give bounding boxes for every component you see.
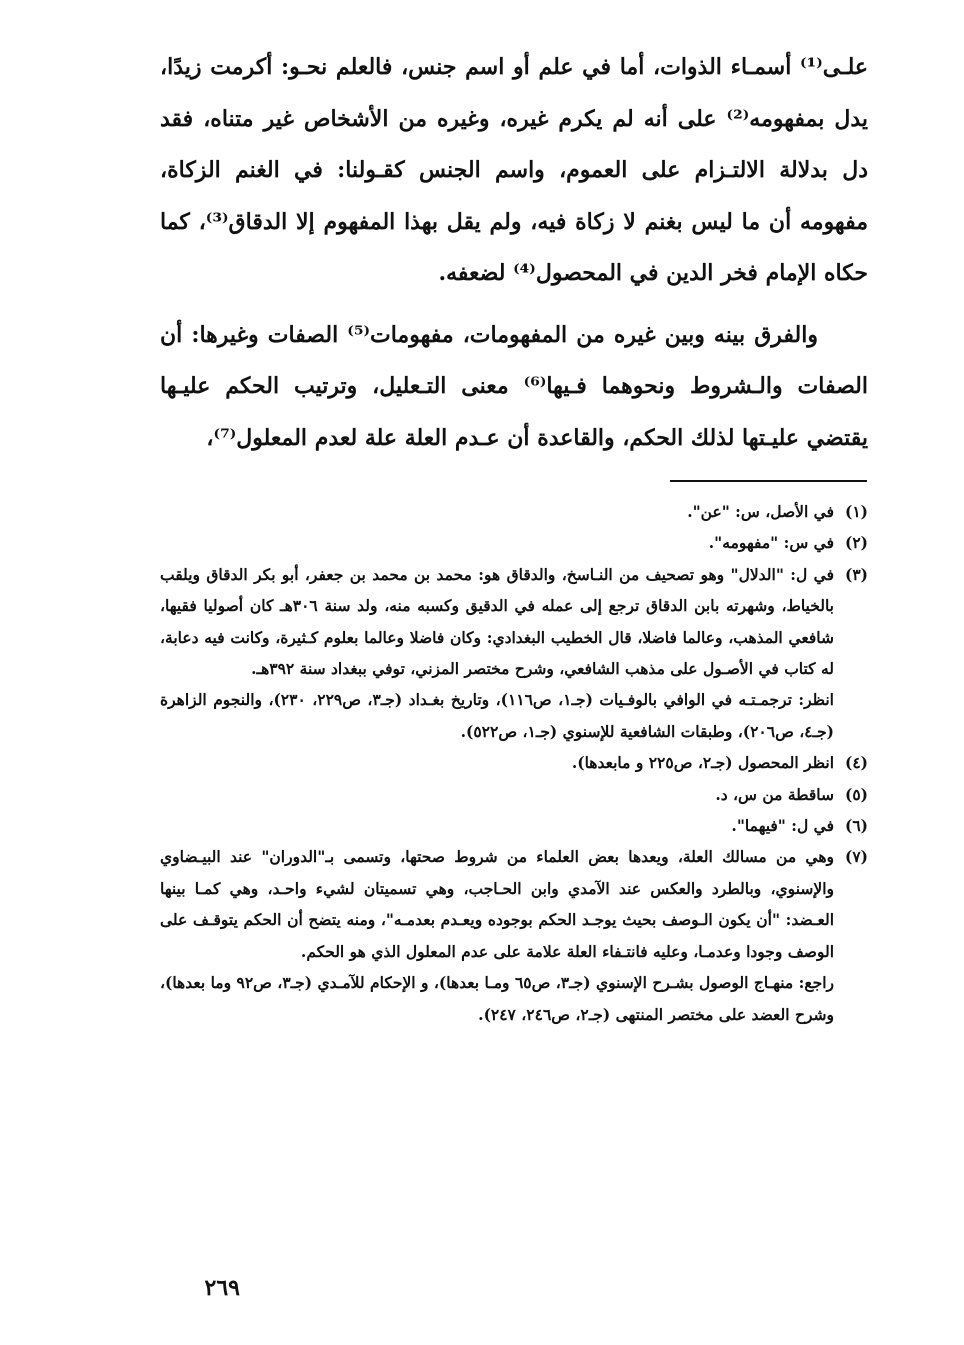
footnote-3 (160, 559, 868, 685)
footnotes-section (160, 496, 868, 1030)
footnote-number: (٢) (844, 533, 868, 553)
footnote-separator (670, 480, 867, 482)
footnote-5 (160, 779, 868, 810)
footnote-text: في ل: "فيهما". (731, 816, 834, 836)
footnote-number: (٦) (844, 816, 868, 836)
footnote-text: ساقطة من س، د. (715, 784, 834, 804)
footnote-7-references (160, 967, 868, 1030)
body-paragraph-2: والفرق بينه وبين غيره من المفهومات، مفهومات⁽⁵⁾ الصفات وغيرها: أن الصفات والـشروط ونحوهما فـيها⁽⁶⁾ معنى التـعليل، وترتيب الحكم عليـها يقتضي عليـتها لذلك الحكم، والقاعدة أن عـدم العلة علة لعدم المعلول⁽⁷⁾، (160, 321, 868, 451)
footnote-text: راجع: منهـاج الوصول بشـرح الإسنوي (جـ٣، ص٦٥ ومـا بعدها)، و الإحكام للآمـدي (جـ٣، ص٩٢ وما بعدها)، وشرح العضد على مختصر المنتهى (جـ٢، ص٢٤٦، ٢٤٧). (160, 973, 834, 1024)
footnote-number: (٧) (844, 847, 868, 867)
footnote-text: في الأصل، س: "عن". (687, 502, 834, 521)
footnote-text: انظر المحصول (جـ٢، ص٢٢٥ و مابعدها). (571, 753, 834, 773)
footnote-number: (٤) (844, 753, 868, 773)
paragraph-spacer (160, 300, 868, 310)
footnote-text: انظر: ترجمـتـه في الوافي بالوفـيات (جـ١، ص١١٦)، وتاريخ بغـداد (جـ٣، ص٢٢٩، ٢٣٠)، والنجوم الزاهرة (جـ٤، ص٢٠٦)، وطبقات الشافعية للإسنوي (جـ١، ص٥٢٢). (160, 690, 834, 741)
footnote-3-references (160, 684, 868, 747)
footnote-7 (160, 841, 868, 967)
footnote-number: (٣) (844, 564, 868, 584)
page-number: ٢٦٩ (204, 1275, 240, 1301)
footnote-text: في س: "مفهومه". (708, 533, 834, 553)
footnote-number: (١) (844, 502, 868, 521)
footnote-text: وهي من مسالك العلة، ويعدها بعض العلماء من شروط صحتها، وتسمى بـ"الدوران" عند البيـضاوي والإسنوي، وبالطرد والعكس عند الآمدي وابن الحـاجب، وهي تسميتان لشيء واحـد، وهي كمـا بينها العـضد: "أن يكون الـوصف بحيث يوجـد الحكم بوجوده ويعـدم بعدمـه"، ومنه يتضح أن الحكم يتوقـف على الوصف وجودا وعدمـا، وعليه فانتـفاء العلة علامة على عدم المعلول الذي هو الحكم. (160, 847, 834, 961)
footnote-1 (160, 496, 868, 527)
footnote-6 (160, 810, 868, 841)
main-body-text (160, 42, 868, 464)
footnote-text: في ل: "الدلال" وهو تصحيف من النـاسخ، والدقاق هو: محمد بن محمد بن جعفر، أبو بكر الدقاق ويلقب بالخياط، وشهرته بابن الدقاق ترجع إلى عمله في الدقيق وكسبه منه، ولد سنة ٣٠٦هـ كان أصوليا فقيها، شافعي المذهب، وعالما فاضلا، قال الخطيب البغدادي: وكان فاضلا وعالما بعلوم كـثيرة، وكانت فيه دعابة، له كتاب في الأصـول على مذهب الشافعي، وشرح مختصر المزني، توفي ببغداد سنة ٣٩٢هـ. (160, 564, 834, 679)
body-paragraph-1: علـى⁽¹⁾ أسمـاء الذوات، أما في علم أو اسم جنس، فالعلم نحـو: أكرمت زيدًا، يدل بمفهومه⁽²⁾ على أنه لم يكرم غيره، وغيره من الأشخاص غير متناه، فقد دل بدلالة الالتـزام على العموم، واسم الجنس كقـولنا: في الغنم الزكاة، مفهومه أن ما ليس بغنم لا زكاة فيه، ولم يقل بهذا المفهوم إلا الدقاق⁽³⁾، كما حكاه الإمام فخر الدين في المحصول⁽⁴⁾ لضعفه. (160, 54, 868, 286)
footnote-number: (٥) (844, 784, 868, 804)
footnote-2 (160, 527, 868, 558)
footnote-4 (160, 747, 868, 778)
